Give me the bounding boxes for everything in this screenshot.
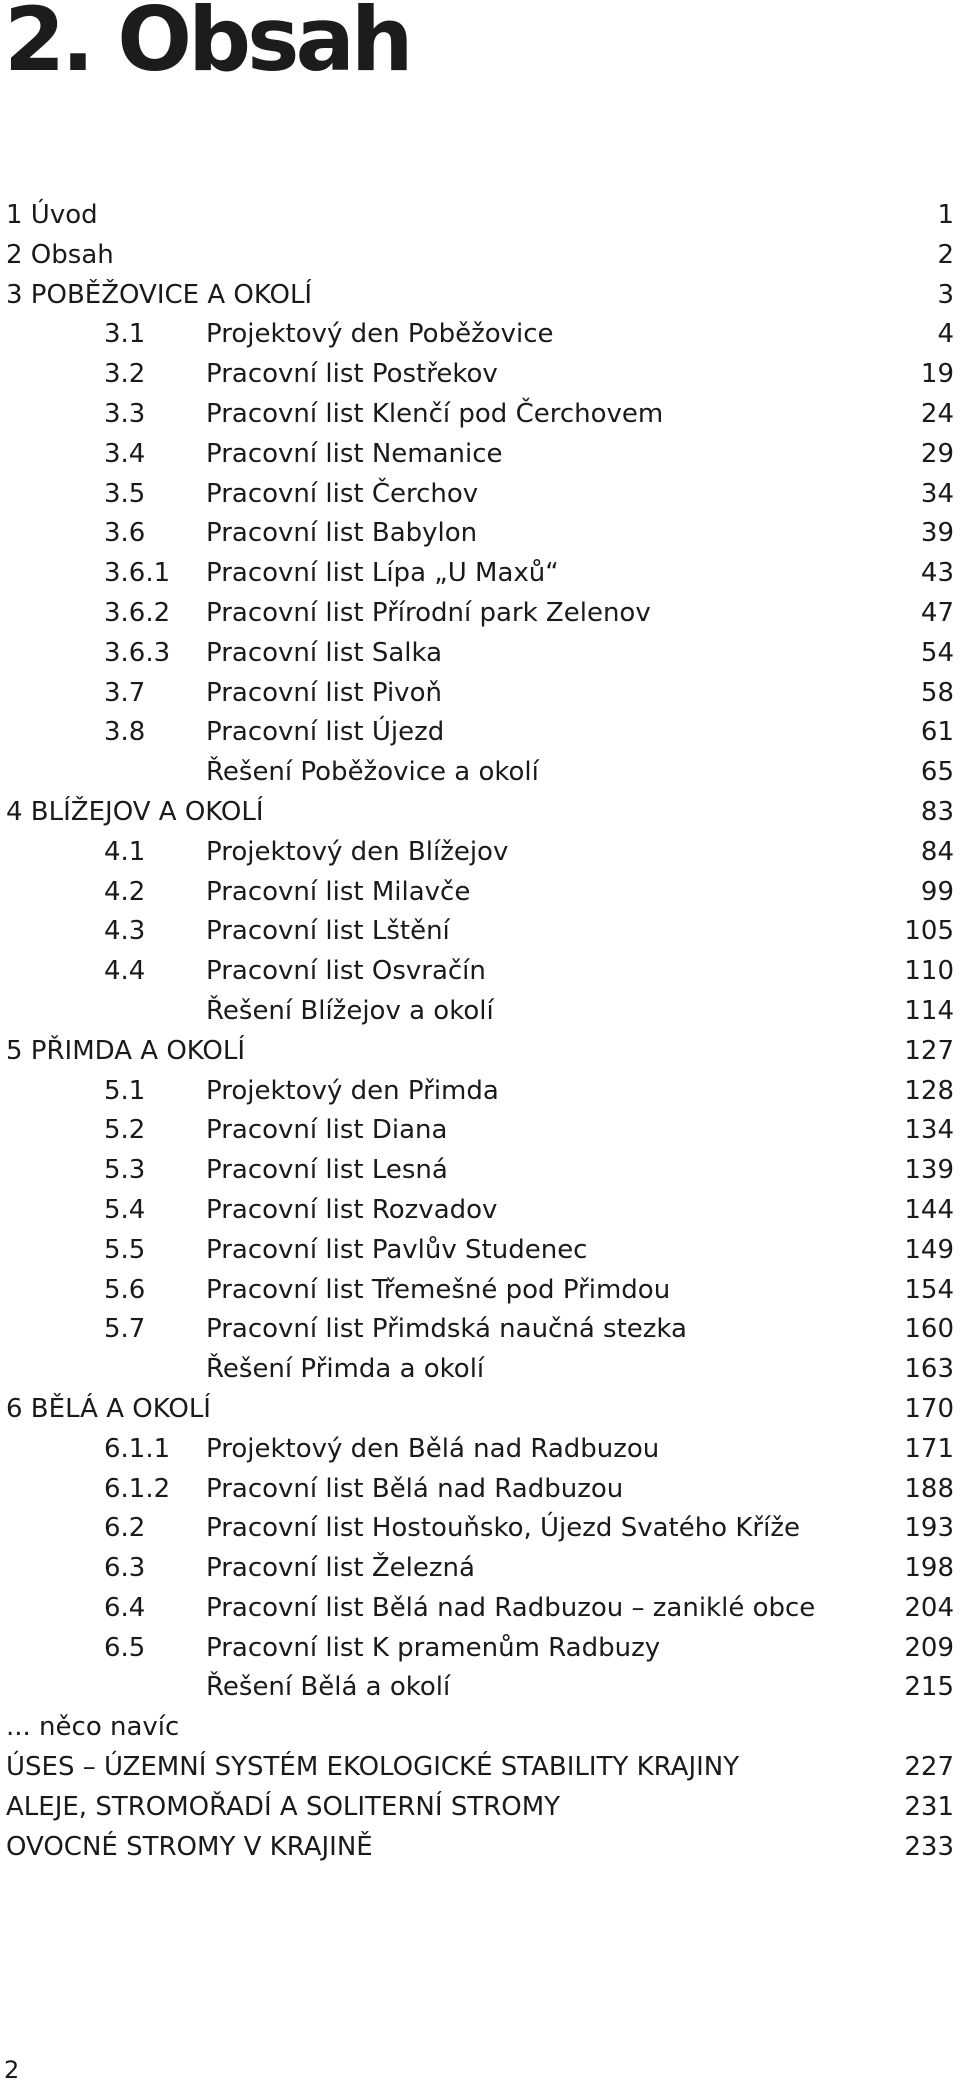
toc-section-title: Pracovní list Lštění: [206, 916, 450, 947]
toc-page-number: 2: [937, 239, 954, 270]
toc-page-number: 154: [904, 1274, 954, 1305]
toc-section-number: 5.1: [104, 1075, 146, 1106]
toc-chapter-row: [0, 276, 960, 316]
toc-section-number: 6.1.1: [104, 1433, 171, 1464]
toc-section-number: 3.2: [104, 359, 146, 390]
toc-page-number: 43: [920, 558, 954, 589]
toc-section-row: [0, 395, 960, 435]
toc-section-title: Pracovní list Nemanice: [206, 438, 503, 469]
toc-section-title: Pracovní list Lípa „U Maxů“: [206, 558, 559, 589]
page-number: 2: [4, 2056, 20, 2084]
toc-page-number: 209: [904, 1632, 954, 1663]
toc-section-title: Řešení Bělá a okolí: [206, 1672, 451, 1703]
toc-chapter-row: [0, 1708, 960, 1748]
toc-section-row: [0, 992, 960, 1032]
toc-section-title: Pracovní list Lesná: [206, 1155, 448, 1186]
toc-chapter-title: ... něco navíc: [6, 1712, 180, 1743]
toc-section-row: [0, 1151, 960, 1191]
toc-section-row: [0, 355, 960, 395]
toc-chapter-title: 1 Úvod: [6, 200, 98, 230]
toc-page-number: 127: [904, 1035, 954, 1066]
toc-page-number: 163: [904, 1354, 954, 1385]
toc-section-title: Projektový den Poběžovice: [206, 319, 554, 350]
toc-section-title: Pracovní list Pavlův Studenec: [206, 1234, 588, 1265]
toc-section-title: Pracovní list Klenčí pod Čerchovem: [206, 398, 664, 429]
toc-section-number: 3.6.1: [104, 558, 171, 589]
toc-section-row: [0, 952, 960, 992]
toc-section-title: Řešení Blížejov a okolí: [206, 995, 494, 1026]
toc-page-number: 3: [937, 279, 954, 310]
toc-chapter-title: ALEJE, STROMOŘADÍ A SOLITERNÍ STROMY: [6, 1791, 561, 1822]
toc-section-title: Pracovní list Čerchov: [206, 478, 479, 509]
toc-section-number: 3.8: [104, 717, 146, 748]
toc-section-row: [0, 634, 960, 674]
toc-section-number: 5.7: [104, 1314, 146, 1345]
toc-section-number: 4.2: [104, 876, 146, 907]
toc-page-number: 58: [920, 677, 954, 708]
toc-section-row: [0, 1231, 960, 1271]
toc-section-number: 3.6.2: [104, 597, 171, 628]
toc-section-row: [0, 1271, 960, 1311]
toc-page-number: 19: [920, 359, 954, 390]
toc-page-number: 29: [920, 438, 954, 469]
toc-section-title: Projektový den Blížejov: [206, 836, 509, 867]
toc-page-number: 149: [904, 1234, 954, 1265]
toc-page-number: 83: [920, 796, 954, 827]
toc-section-row: [0, 1191, 960, 1231]
toc-section-row: [0, 315, 960, 355]
toc-page-number: 54: [920, 637, 954, 668]
toc-page-number: 110: [904, 956, 954, 987]
toc-page-number: 128: [904, 1075, 954, 1106]
toc-section-row: [0, 514, 960, 554]
toc-page-number: 84: [920, 836, 954, 867]
toc-section-title: Řešení Poběžovice a okolí: [206, 757, 539, 788]
toc-section-number: 6.4: [104, 1592, 146, 1623]
toc-page-number: 231: [904, 1791, 954, 1822]
toc-section-title: Pracovní list Přírodní park Zelenov: [206, 597, 651, 628]
toc-chapter-row: [0, 1748, 960, 1788]
toc-page-number: 134: [904, 1115, 954, 1146]
toc-chapter-row: [0, 1788, 960, 1828]
toc-page-number: 114: [904, 995, 954, 1026]
toc-section-number: 6.2: [104, 1513, 146, 1544]
toc-chapter-title: 2 Obsah: [6, 239, 114, 270]
toc-section-title: Pracovní list Pivoň: [206, 677, 442, 708]
toc-page-number: 1: [937, 200, 954, 230]
toc-section-row: [0, 753, 960, 793]
toc-section-row: [0, 594, 960, 634]
toc-section-number: 5.2: [104, 1115, 146, 1146]
toc-section-number: 5.3: [104, 1155, 146, 1186]
toc-section-row: [0, 912, 960, 952]
toc-chapter-row: [0, 1390, 960, 1430]
toc-section-title: Pracovní list Bělá nad Radbuzou: [206, 1473, 624, 1504]
toc-section-title: Pracovní list Újezd: [206, 717, 445, 748]
toc-section-number: 5.4: [104, 1194, 146, 1225]
toc-page-number: 227: [904, 1752, 954, 1783]
toc-page-number: 170: [904, 1393, 954, 1424]
toc-section-number: 3.5: [104, 478, 146, 509]
toc-page-number: 160: [904, 1314, 954, 1345]
toc-section-number: 4.3: [104, 916, 146, 947]
toc-section-number: 3.6: [104, 518, 146, 549]
toc-page-number: 61: [920, 717, 954, 748]
toc-chapter-title: ÚSES – ÚZEMNÍ SYSTÉM EKOLOGICKÉ STABILITY KRAJINY: [6, 1752, 740, 1783]
toc-section-number: 3.1: [104, 319, 146, 350]
toc-section-number: 3.4: [104, 438, 146, 469]
toc-page-number: 47: [920, 597, 954, 628]
toc-section-row: [0, 1470, 960, 1510]
toc-section-row: [0, 1430, 960, 1470]
toc-page-number: 105: [904, 916, 954, 947]
toc-page-number: 65: [920, 757, 954, 788]
toc-page-number: 188: [904, 1473, 954, 1504]
toc-section-row: [0, 1111, 960, 1151]
toc-page-number: 144: [904, 1194, 954, 1225]
toc-section-title: Pracovní list Bělá nad Radbuzou – zaniklé obce: [206, 1592, 816, 1623]
toc-section-title: Pracovní list Milavče: [206, 876, 471, 907]
toc-section-number: 4.1: [104, 836, 146, 867]
toc-section-number: 5.5: [104, 1234, 146, 1265]
toc-page-number: 198: [904, 1553, 954, 1584]
toc-section-title: Pracovní list Třemešné pod Přimdou: [206, 1274, 671, 1305]
toc-page-number: 24: [920, 398, 954, 429]
toc-section-row: [0, 833, 960, 873]
toc-section-number: 3.6.3: [104, 637, 171, 668]
toc-page-number: 171: [904, 1433, 954, 1464]
toc-section-row: [0, 1589, 960, 1629]
toc-chapter-row: [0, 196, 960, 236]
toc-chapter-title: 4 BLÍŽEJOV A OKOLÍ: [6, 796, 264, 827]
table-of-contents: [0, 196, 960, 1867]
toc-section-row: [0, 475, 960, 515]
toc-section-title: Pracovní list Babylon: [206, 518, 478, 549]
toc-section-title: Projektový den Přimda: [206, 1075, 499, 1106]
toc-section-title: Pracovní list Postřekov: [206, 359, 498, 390]
toc-chapter-row: [0, 236, 960, 276]
toc-page-number: 193: [904, 1513, 954, 1544]
toc-section-number: 6.5: [104, 1632, 146, 1663]
toc-section-title: Pracovní list Přimdská naučná stezka: [206, 1314, 687, 1345]
toc-section-number: 6.3: [104, 1553, 146, 1584]
toc-chapter-row: [0, 793, 960, 833]
toc-page-number: 233: [904, 1831, 954, 1862]
toc-page-number: 39: [920, 518, 954, 549]
toc-section-title: Projektový den Bělá nad Radbuzou: [206, 1433, 660, 1464]
toc-section-title: Pracovní list Salka: [206, 637, 443, 668]
toc-page-number: 4: [937, 319, 954, 350]
toc-section-row: [0, 1668, 960, 1708]
toc-chapter-title: 5 PŘIMDA A OKOLÍ: [6, 1035, 246, 1066]
toc-section-row: [0, 435, 960, 475]
toc-section-row: [0, 554, 960, 594]
toc-page-number: 34: [920, 478, 954, 509]
toc-page-number: 139: [904, 1155, 954, 1186]
toc-section-title: Pracovní list Rozvadov: [206, 1194, 498, 1225]
toc-chapter-row: [0, 1828, 960, 1868]
toc-section-row: [0, 873, 960, 913]
toc-section-row: [0, 1549, 960, 1589]
toc-section-number: 3.3: [104, 398, 146, 429]
toc-section-number: 5.6: [104, 1274, 146, 1305]
toc-section-row: [0, 713, 960, 753]
toc-section-title: Pracovní list Hostouňsko, Újezd Svatého Kříže: [206, 1513, 800, 1544]
toc-section-row: [0, 674, 960, 714]
toc-chapter-title: 3 POBĚŽOVICE A OKOLÍ: [6, 279, 313, 310]
page-title: 2. Obsah: [4, 0, 410, 91]
toc-section-row: [0, 1350, 960, 1390]
toc-section-title: Řešení Přimda a okolí: [206, 1354, 485, 1385]
toc-section-number: 3.7: [104, 677, 146, 708]
toc-section-title: Pracovní list Diana: [206, 1115, 448, 1146]
toc-section-title: Pracovní list Železná: [206, 1553, 475, 1584]
toc-section-row: [0, 1509, 960, 1549]
toc-chapter-row: [0, 1032, 960, 1072]
toc-section-title: Pracovní list Osvračín: [206, 956, 486, 987]
toc-section-number: 4.4: [104, 956, 146, 987]
toc-section-title: Pracovní list K pramenům Radbuzy: [206, 1632, 661, 1663]
toc-chapter-title: 6 BĚLÁ A OKOLÍ: [6, 1393, 211, 1424]
toc-section-number: 6.1.2: [104, 1473, 171, 1504]
toc-chapter-title: OVOCNÉ STROMY V KRAJINĚ: [6, 1831, 373, 1862]
toc-page-number: 215: [904, 1672, 954, 1703]
toc-section-row: [0, 1629, 960, 1669]
toc-page-number: 99: [920, 876, 954, 907]
toc-section-row: [0, 1310, 960, 1350]
toc-section-row: [0, 1072, 960, 1112]
toc-page-number: 204: [904, 1592, 954, 1623]
